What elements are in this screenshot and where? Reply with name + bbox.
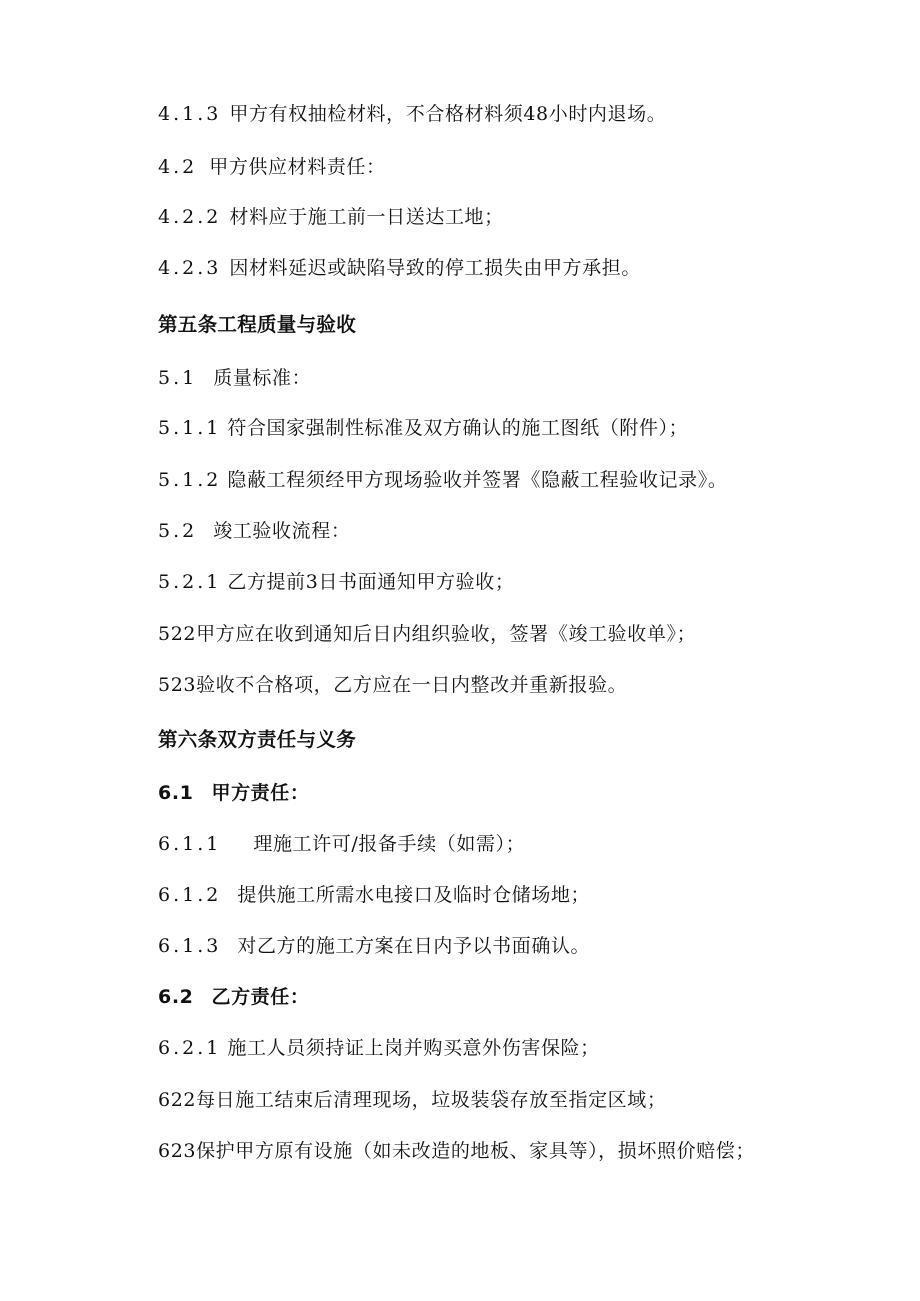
clause-text: 提供施工所需水电接口及临时仓储场地； xyxy=(237,884,591,906)
clause-number: 6.1.3 xyxy=(158,935,222,957)
clause-text: 因材料延迟或缺陷导致的停工损失由甲方承担。 xyxy=(229,257,641,279)
clause-text: 隐蔽工程须经甲方现场验收并签署《隐蔽工程验收记录》。 xyxy=(227,469,728,491)
clause-6-2-3 xyxy=(158,1139,755,1163)
clause-text: 622每日施工结束后清理现场，垃圾装袋存放至指定区域； xyxy=(158,1089,667,1111)
clause-number: 6.1.1 xyxy=(158,833,222,855)
clause-6-2-1 xyxy=(158,1036,600,1060)
clause-6-2 xyxy=(158,985,309,1009)
clause-5-1-2 xyxy=(158,468,727,492)
article-5-heading xyxy=(158,313,356,337)
heading-text: 第六条双方责任与义务 xyxy=(158,728,357,751)
clause-text: 甲方责任： xyxy=(211,782,310,804)
clause-text: 施工人员须持证上岗并购买意外伤害保险； xyxy=(227,1037,600,1059)
clause-4-1-3 xyxy=(158,102,666,126)
clause-number: 5.1 xyxy=(158,367,198,389)
clause-6-1-2 xyxy=(158,883,590,907)
clause-number: 4.2.2 xyxy=(158,206,222,228)
clause-6-1-1 xyxy=(158,832,525,856)
clause-number: 6.1.2 xyxy=(158,884,222,906)
clause-text: 甲方供应材料责任： xyxy=(209,156,386,178)
clause-4-2-2 xyxy=(158,205,504,229)
clause-number: 5.1.1 xyxy=(158,417,222,439)
clause-text: 材料应于施工前一日送达工地； xyxy=(229,206,504,228)
clause-number: 5.2 xyxy=(158,520,198,542)
clause-number: 6.1 xyxy=(158,782,194,804)
clause-text: 竣工验收流程： xyxy=(213,520,351,542)
clause-6-1 xyxy=(158,781,309,805)
clause-number: 6.2.1 xyxy=(158,1037,222,1059)
clause-text: 522甲方应在收到通知后日内组织验收，签署《竣工验收单》； xyxy=(158,623,697,645)
clause-4-2-3 xyxy=(158,256,641,280)
clause-number: 4.2 xyxy=(158,156,198,178)
clause-text: 523验收不合格项，乙方应在一日内整改并重新报验。 xyxy=(158,674,628,696)
clause-6-2-2 xyxy=(158,1088,666,1112)
clause-6-1-3 xyxy=(158,934,590,958)
clause-5-2-2 xyxy=(158,622,696,646)
clause-text: 质量标准： xyxy=(213,367,312,389)
clause-number: 4.1.3 xyxy=(158,103,222,125)
clause-text: 乙方责任： xyxy=(211,986,310,1008)
clause-5-1-1 xyxy=(158,416,688,440)
clause-text: 623保护甲方原有设施（如未改造的地板、家具等），损坏照价赔偿； xyxy=(158,1140,755,1162)
clause-5-2 xyxy=(158,519,350,543)
clause-text: 对乙方的施工方案在日内予以书面确认。 xyxy=(237,935,591,957)
clause-4-2 xyxy=(158,155,386,179)
clause-5-2-1 xyxy=(158,570,514,594)
clause-5-2-3 xyxy=(158,673,627,697)
clause-number: 6.2 xyxy=(158,986,194,1008)
clause-text: 甲方有权抽检材料，不合格材料须48小时内退场。 xyxy=(229,103,667,125)
clause-number: 4.2.3 xyxy=(158,257,222,279)
clause-5-1 xyxy=(158,366,311,390)
clause-number: 5.1.2 xyxy=(158,469,222,491)
article-6-heading xyxy=(158,728,356,752)
heading-text: 第五条工程质量与验收 xyxy=(158,313,357,336)
clause-text: 符合国家强制性标准及双方确认的施工图纸（附件）； xyxy=(227,417,689,439)
clause-text: 理施工许可/报备手续（如需）； xyxy=(253,833,526,855)
clause-number: 5.2.1 xyxy=(158,571,222,593)
clause-text: 乙方提前3日书面通知甲方验收； xyxy=(227,571,515,593)
